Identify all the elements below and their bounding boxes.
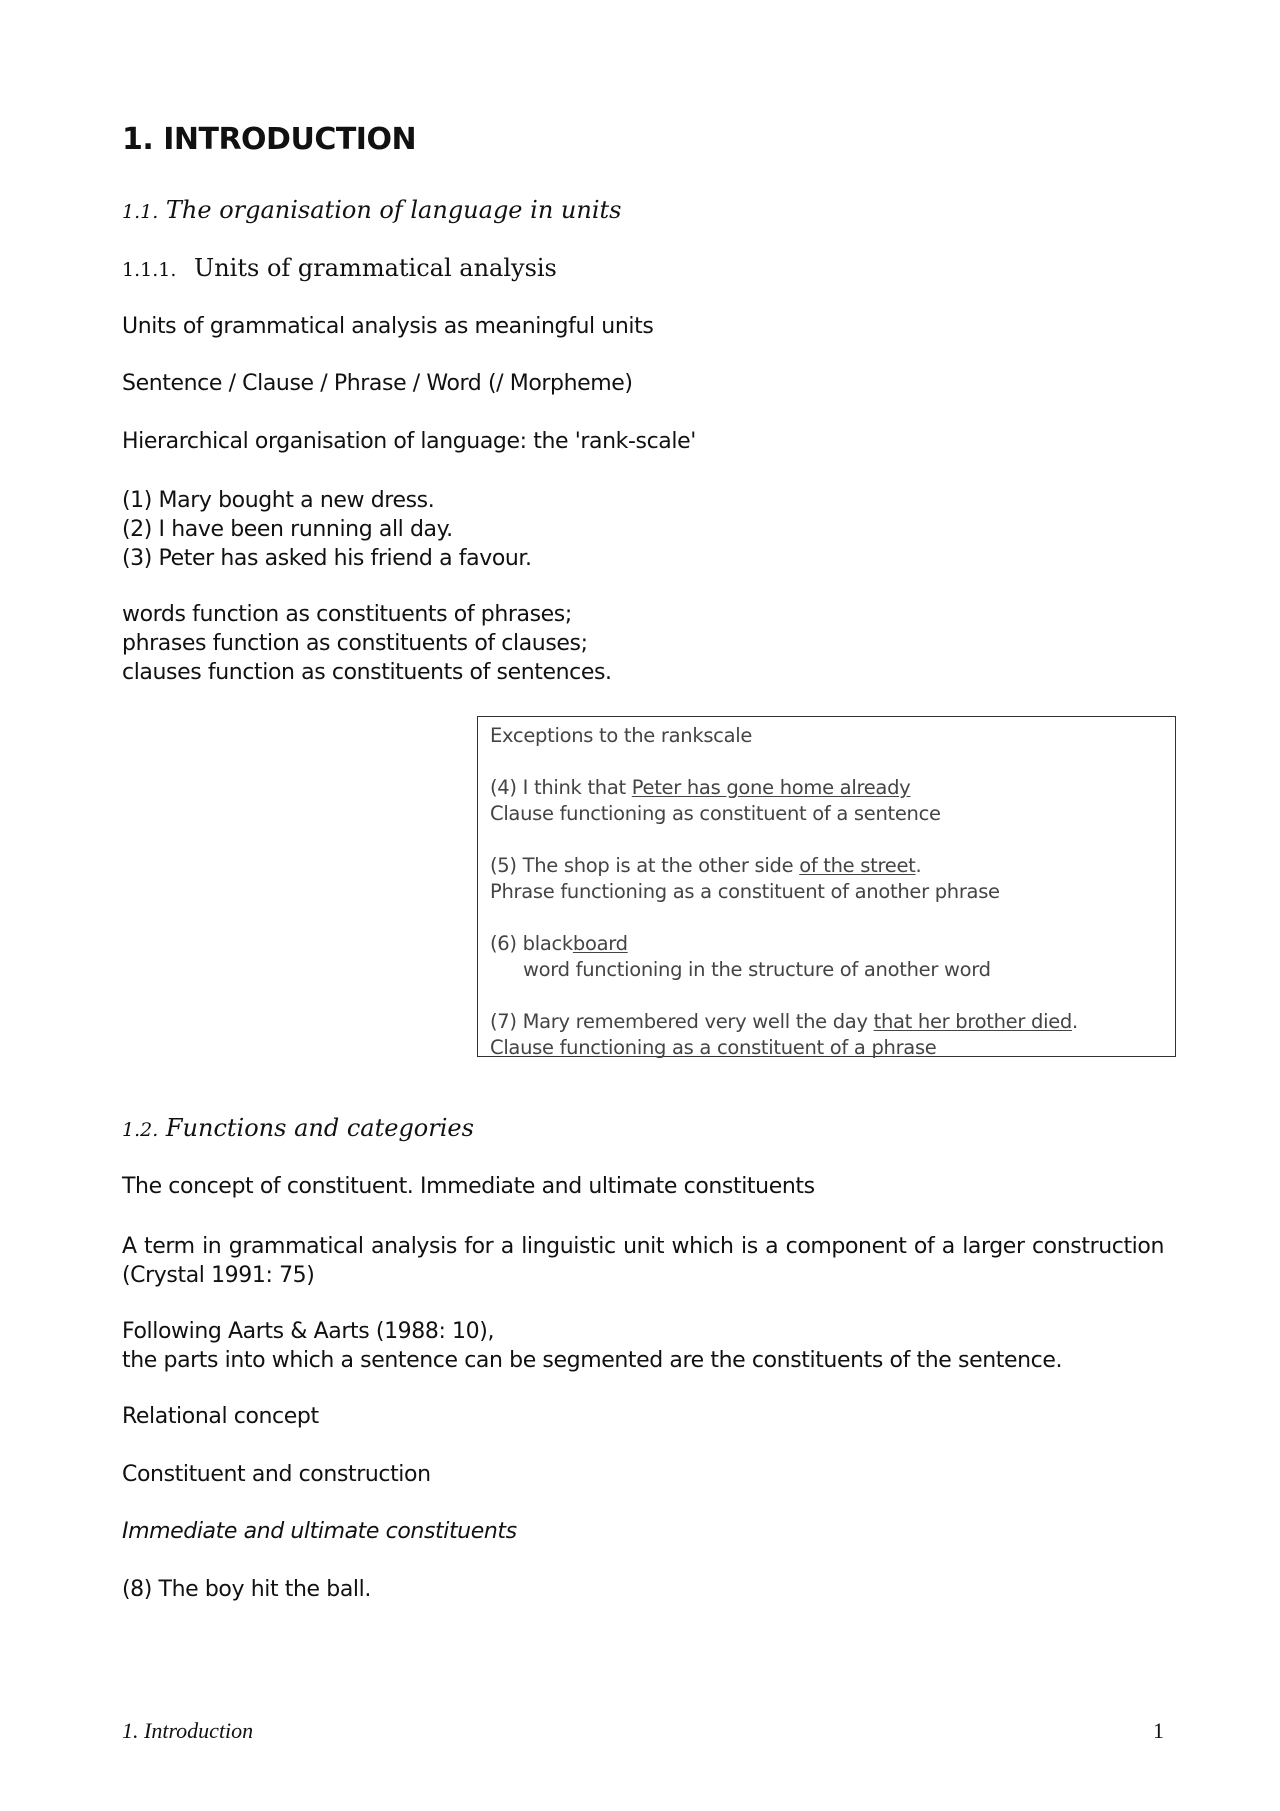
subsection-heading-1-1-1: [122, 254, 557, 282]
functions-line-clauses: clauses function as constituents of sentences.: [122, 660, 612, 685]
paragraph-units: Units of grammatical analysis as meaningful units: [122, 314, 654, 339]
section-number: 1.2.: [122, 1119, 159, 1141]
paragraph-relational: Relational concept: [122, 1404, 319, 1429]
example-1: (1) Mary bought a new dress.: [122, 488, 435, 513]
paragraph-construction: Constituent and construction: [122, 1462, 431, 1487]
exceptions-box-title: Exceptions to the rankscale: [490, 724, 753, 747]
paragraph-constituent: The concept of constituent. Immediate and ultimate constituents: [122, 1174, 815, 1199]
example-8: (8) The boy hit the ball.: [122, 1577, 371, 1602]
section-title: Functions and categories: [165, 1114, 474, 1142]
paragraph-following: Following Aarts & Aarts (1988: 10), the parts into which a sentence can be segmented are the constituents of the sentence.: [122, 1319, 1063, 1373]
paragraph-term-definition: A term in grammatical analysis for a linguistic unit which is a component of a larger construction (Crystal 1991: 75): [122, 1234, 1164, 1288]
exception-note: Clause functioning as constituent of a sentence: [490, 802, 941, 825]
exceptions-box: [477, 716, 1176, 1057]
paragraph-immediate: Immediate and ultimate constituents: [122, 1519, 517, 1544]
underlined-constituent: that her brother died: [873, 1010, 1072, 1033]
exception-note: Clause functioning as a constituent of a phrase: [490, 1036, 937, 1059]
footer-page-number: 1: [1153, 1718, 1164, 1743]
functions-line-words: words function as constituents of phrases;: [122, 602, 572, 627]
exception-example-6: (6) blackboard word functioning in the structure of another word: [490, 931, 1163, 983]
exception-note: word functioning in the structure of another word: [523, 958, 991, 981]
subsection-title: Units of grammatical analysis: [194, 254, 557, 282]
example-2: (2) I have been running all day.: [122, 517, 453, 542]
footer-chapter-title: 1. Introduction: [122, 1718, 254, 1743]
underlined-constituent: of the street: [799, 854, 916, 877]
exception-example-7: (7) Mary remembered very well the day that her brother died. Clause functioning as a constituent of a phrase: [490, 1009, 1163, 1061]
section-heading-1-1: [122, 196, 621, 224]
subsection-number: 1.1.1.: [122, 259, 177, 281]
section-number: 1.1.: [122, 201, 159, 223]
functions-list: [122, 600, 612, 687]
example-3: (3) Peter has asked his friend a favour.: [122, 546, 532, 571]
underlined-constituent: board: [572, 932, 628, 955]
section-heading-1-2: [122, 1114, 474, 1142]
underlined-constituent: Peter has gone home already: [631, 776, 911, 799]
exception-example-4: (4) I think that Peter has gone home already Clause functioning as constituent of a sentence: [490, 775, 1163, 827]
exception-note: Phrase functioning as a constituent of another phrase: [490, 880, 1000, 903]
chapter-heading: 1. INTRODUCTION: [122, 122, 417, 157]
section-title: The organisation of language in units: [165, 196, 622, 224]
functions-line-phrases: phrases function as constituents of clauses;: [122, 631, 588, 656]
paragraph-hierarchy: Hierarchical organisation of language: the 'rank-scale': [122, 429, 696, 454]
exception-example-5: (5) The shop is at the other side of the street. Phrase functioning as a constituent of another phrase: [490, 853, 1163, 905]
examples-list: [122, 486, 532, 573]
paragraph-scale: Sentence / Clause / Phrase / Word (/ Morpheme): [122, 371, 633, 396]
